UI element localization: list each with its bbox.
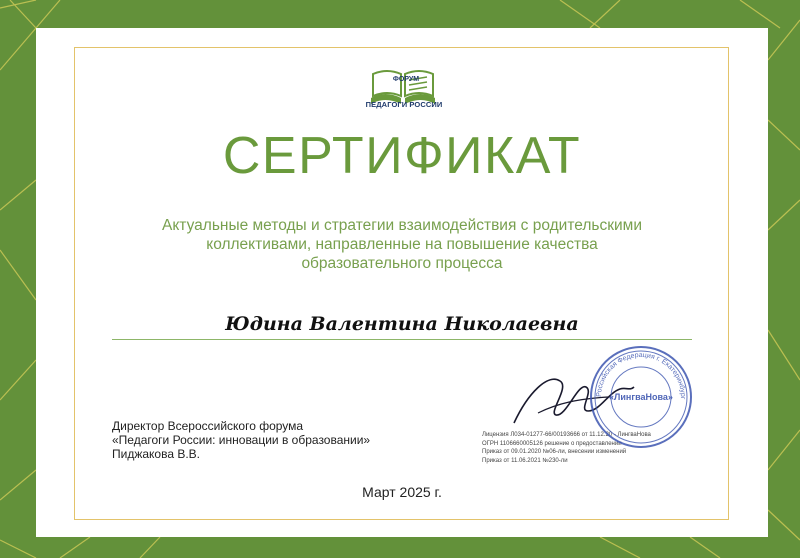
stamp-ring-text: Российская Федерация г. Екатеринбург <box>595 351 687 400</box>
course-title-line: образовательного процесса <box>301 255 503 272</box>
recipient-name: Юдина Валентина Николаевна <box>225 313 579 335</box>
license-line: Лицензия Л034-01277-66/00193666 от 11.12.20 - ЛингваНова <box>482 432 651 438</box>
logo-label-name: ПЕДАГОГИ РОССИИ <box>365 100 443 109</box>
logo-label-forum: ФОРУМ <box>392 76 420 83</box>
signatory-line: Пиджакова В.В. <box>112 447 201 461</box>
signatory-line: «Педагоги России: инновации в образовании» <box>112 433 371 447</box>
stamp-center-text: «ЛингваНова» <box>609 392 673 402</box>
course-title-line: коллективами, направленные на повышение качества <box>206 236 598 253</box>
license-line: Приказ от 09.01.2020 №06-ли, внесении изменений <box>482 449 627 455</box>
course-title <box>126 216 678 273</box>
name-underline <box>112 339 692 340</box>
stamp-icon <box>586 342 696 452</box>
certificate-title: СЕРТИФИКАТ <box>222 127 582 185</box>
license-line: Приказ от 11.06.2021 №230-ли <box>482 457 568 464</box>
signatory-line: Директор Всероссийского форума <box>112 419 304 433</box>
signatory-block <box>112 419 412 461</box>
course-title-line: Актуальные методы и стратегии взаимодействия с родительскими <box>162 217 642 234</box>
issue-date: Март 2025 г. <box>362 484 442 500</box>
certificate-sheet <box>36 28 768 537</box>
license-line: ОГРН 1106660005126 решение о предоставлении <box>482 440 622 447</box>
